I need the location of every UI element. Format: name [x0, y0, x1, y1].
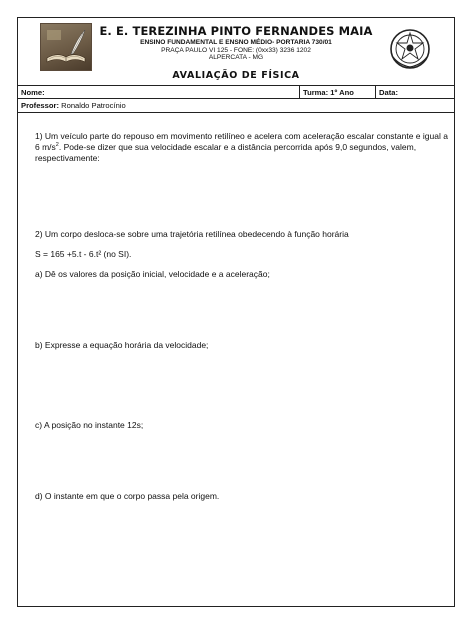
exam-page	[17, 17, 455, 607]
teacher-field	[18, 99, 454, 112]
teacher-row	[18, 98, 454, 113]
question-2b: b) Expresse a equação horária da velocidade;	[35, 340, 209, 350]
school-name: E. E. TEREZINHA PINTO FERNANDES MAIA	[99, 24, 373, 38]
class-label: Turma: 1º Ano	[303, 88, 354, 97]
school-header	[18, 18, 454, 85]
school-subtitle: ENSINO FUNDAMENTAL E ENSNO MÉDIO- PORTARIA 730/01	[140, 39, 332, 46]
question-1-text: 1) Um veículo parte do repouso em movimento retilíneo e acelera com aceleração escalar constante e igual a 6 m/s	[35, 131, 448, 153]
question-1	[35, 131, 453, 165]
date-label: Data:	[379, 88, 398, 97]
question-2c: c) A posição no instante 12s;	[35, 420, 144, 430]
student-info-row	[18, 85, 454, 99]
state-coat-of-arms-icon	[388, 27, 432, 71]
question-2-equation: S = 165 +5.t - 6.t² (no SI).	[35, 249, 132, 259]
exam-title: AVALIAÇÃO DE FÍSICA	[172, 70, 300, 81]
name-label: Nome:	[21, 88, 45, 97]
question-1-exponent: 2	[55, 142, 59, 149]
question-1-text-cont: . Pode-se dizer que sua velocidade escalar e a distância percorrida após 9,0 segundos, valem, respectivamente:	[35, 142, 417, 164]
school-city: ALPERCATA - MG	[208, 54, 264, 61]
teacher-label: Professor:	[21, 101, 59, 110]
question-2: 2) Um corpo desloca-se sobre uma trajetória retilínea obedecendo à função horária	[35, 229, 349, 239]
question-2d: d) O instante em que o corpo passa pela origem.	[35, 491, 220, 501]
question-2a: a) Dê os valores da posição inicial, velocidade e a aceleração;	[35, 269, 270, 279]
teacher-name: Ronaldo Patrocínio	[61, 101, 126, 110]
school-address: PRAÇA PAULO VI 125 - FONE: (0xx33) 3236 1202	[161, 46, 311, 54]
